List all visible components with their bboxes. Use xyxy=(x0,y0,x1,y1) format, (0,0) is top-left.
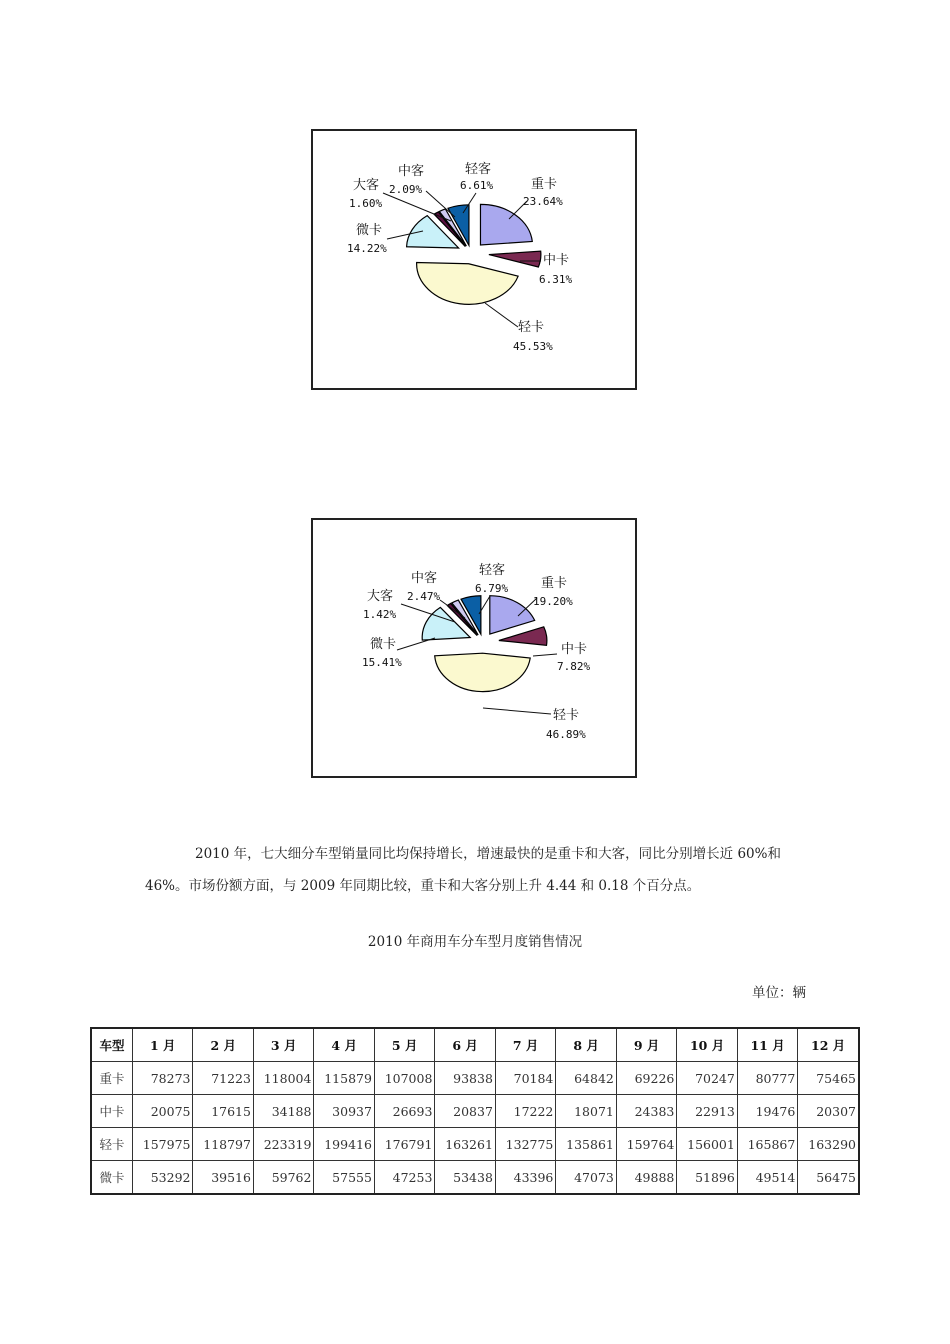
pie-chart-1-frame xyxy=(311,129,637,390)
table-cell: 34188 xyxy=(253,1095,313,1128)
header-cell: 6 月 xyxy=(435,1028,495,1062)
table-cell: 53438 xyxy=(435,1161,495,1195)
table-cell: 17222 xyxy=(495,1095,555,1128)
slice-percent-label: 2.09% xyxy=(389,183,423,196)
table-cell: 26693 xyxy=(374,1095,434,1128)
pie-slice-medium-truck xyxy=(489,251,541,267)
table-cell: 163290 xyxy=(798,1128,859,1161)
table-cell: 22913 xyxy=(677,1095,737,1128)
slice-percent-label: 6.61% xyxy=(460,179,494,192)
table-cell: 56475 xyxy=(798,1161,859,1195)
table-cell: 157975 xyxy=(133,1128,193,1161)
pie-chart-2-frame xyxy=(311,518,637,778)
header-cell: 8 月 xyxy=(556,1028,616,1062)
table-cell: 57555 xyxy=(314,1161,374,1195)
slice-percent-label: 2.47% xyxy=(407,590,441,603)
header-cell: 5 月 xyxy=(374,1028,434,1062)
slice-percent-label: 45.53% xyxy=(513,340,553,353)
table-cell: 70247 xyxy=(677,1062,737,1095)
table-cell: 64842 xyxy=(556,1062,616,1095)
table-cell: 43396 xyxy=(495,1161,555,1195)
slice-percent-label: 7.82% xyxy=(557,660,591,673)
unit-label: 单位：辆 xyxy=(752,985,806,1001)
slice-percent-label: 14.22% xyxy=(347,242,387,255)
pie-slice-light-truck xyxy=(435,653,531,691)
table-cell: 69226 xyxy=(616,1062,676,1095)
table-cell: 47253 xyxy=(374,1161,434,1195)
row-label: 微卡 xyxy=(91,1161,133,1195)
table-caption: 2010 年商用车分车型月度销售情况 xyxy=(367,934,583,950)
table-cell: 53292 xyxy=(133,1161,193,1195)
table-cell: 51896 xyxy=(677,1161,737,1195)
table-row xyxy=(91,1062,859,1095)
pie-chart-2 xyxy=(313,520,635,776)
table-cell: 107008 xyxy=(374,1062,434,1095)
header-cell: 车型 xyxy=(91,1028,133,1062)
table-cell: 93838 xyxy=(435,1062,495,1095)
slice-label: 重卡 xyxy=(531,177,558,192)
pie-slice-heavy-truck xyxy=(490,596,535,634)
table-cell: 49514 xyxy=(737,1161,797,1195)
table-header-row xyxy=(91,1028,859,1062)
header-cell: 10 月 xyxy=(677,1028,737,1062)
slice-percent-label: 19.20% xyxy=(533,595,573,608)
table-cell: 159764 xyxy=(616,1128,676,1161)
pie-slice-heavy-truck xyxy=(480,204,532,245)
slice-percent-label: 23.64% xyxy=(523,195,563,208)
table-cell: 223319 xyxy=(253,1128,313,1161)
table-cell: 17615 xyxy=(193,1095,253,1128)
header-cell: 7 月 xyxy=(495,1028,555,1062)
slice-percent-label: 1.60% xyxy=(349,197,383,210)
table-cell: 20307 xyxy=(798,1095,859,1128)
leader-line xyxy=(485,303,518,327)
pie-chart-1 xyxy=(313,131,635,388)
leader-line xyxy=(533,654,557,656)
table-cell: 176791 xyxy=(374,1128,434,1161)
table-cell: 47073 xyxy=(556,1161,616,1195)
table-cell: 20837 xyxy=(435,1095,495,1128)
table-cell: 70184 xyxy=(495,1062,555,1095)
table-cell: 39516 xyxy=(193,1161,253,1195)
slice-label: 轻卡 xyxy=(518,320,545,335)
table-row xyxy=(91,1095,859,1128)
leader-line xyxy=(483,708,551,714)
slice-label: 轻卡 xyxy=(553,708,580,723)
table-cell: 71223 xyxy=(193,1062,253,1095)
table-cell: 20075 xyxy=(133,1095,193,1128)
header-cell: 9 月 xyxy=(616,1028,676,1062)
leader-line xyxy=(397,638,435,650)
slice-label: 大客 xyxy=(367,589,394,604)
slice-percent-label: 6.79% xyxy=(475,582,509,595)
table-row xyxy=(91,1128,859,1161)
table-cell: 132775 xyxy=(495,1128,555,1161)
row-label: 轻卡 xyxy=(91,1128,133,1161)
header-cell: 4 月 xyxy=(314,1028,374,1062)
header-cell: 11 月 xyxy=(737,1028,797,1062)
table-cell: 78273 xyxy=(133,1062,193,1095)
slice-label: 轻客 xyxy=(465,162,492,177)
slice-percent-label: 1.42% xyxy=(363,608,397,621)
table-cell: 199416 xyxy=(314,1128,374,1161)
leader-line xyxy=(383,193,451,221)
slice-percent-label: 15.41% xyxy=(362,656,402,669)
table-cell: 19476 xyxy=(737,1095,797,1128)
row-label: 重卡 xyxy=(91,1062,133,1095)
slice-label: 中卡 xyxy=(543,253,570,268)
table-cell: 165867 xyxy=(737,1128,797,1161)
slice-percent-label: 6.31% xyxy=(539,273,573,286)
table-cell: 118797 xyxy=(193,1128,253,1161)
table-cell: 135861 xyxy=(556,1128,616,1161)
table-cell: 59762 xyxy=(253,1161,313,1195)
table-cell: 80777 xyxy=(737,1062,797,1095)
slice-label: 中客 xyxy=(411,571,438,586)
slice-label: 重卡 xyxy=(541,576,568,591)
table-row xyxy=(91,1161,859,1195)
slice-label: 轻客 xyxy=(479,563,506,578)
slice-label: 大客 xyxy=(353,178,380,193)
paragraph-line-1: 2010 年，七大细分车型销量同比均保持增长，增速最快的是重卡和大客，同比分别增长近 60%和 xyxy=(195,846,781,862)
slice-label: 微卡 xyxy=(356,223,383,238)
table-cell: 30937 xyxy=(314,1095,374,1128)
table-cell: 24383 xyxy=(616,1095,676,1128)
row-label: 中卡 xyxy=(91,1095,133,1128)
slice-label: 微卡 xyxy=(370,637,397,652)
table-cell: 115879 xyxy=(314,1062,374,1095)
header-cell: 3 月 xyxy=(253,1028,313,1062)
slice-percent-label: 46.89% xyxy=(546,728,586,741)
header-cell: 12 月 xyxy=(798,1028,859,1062)
slice-label: 中卡 xyxy=(561,642,588,657)
table-cell: 75465 xyxy=(798,1062,859,1095)
header-cell: 2 月 xyxy=(193,1028,253,1062)
table-cell: 49888 xyxy=(616,1161,676,1195)
table-cell: 163261 xyxy=(435,1128,495,1161)
pie-slice-light-truck xyxy=(417,263,519,305)
paragraph-line-2: 46%。市场份额方面，与 2009 年同期比较，重卡和大客分别上升 4.44 和 0.18 个百分点。 xyxy=(145,878,701,894)
header-cell: 1 月 xyxy=(133,1028,193,1062)
sales-table xyxy=(90,1027,860,1195)
table-cell: 118004 xyxy=(253,1062,313,1095)
table-cell: 156001 xyxy=(677,1128,737,1161)
table-cell: 18071 xyxy=(556,1095,616,1128)
slice-label: 中客 xyxy=(398,164,425,179)
